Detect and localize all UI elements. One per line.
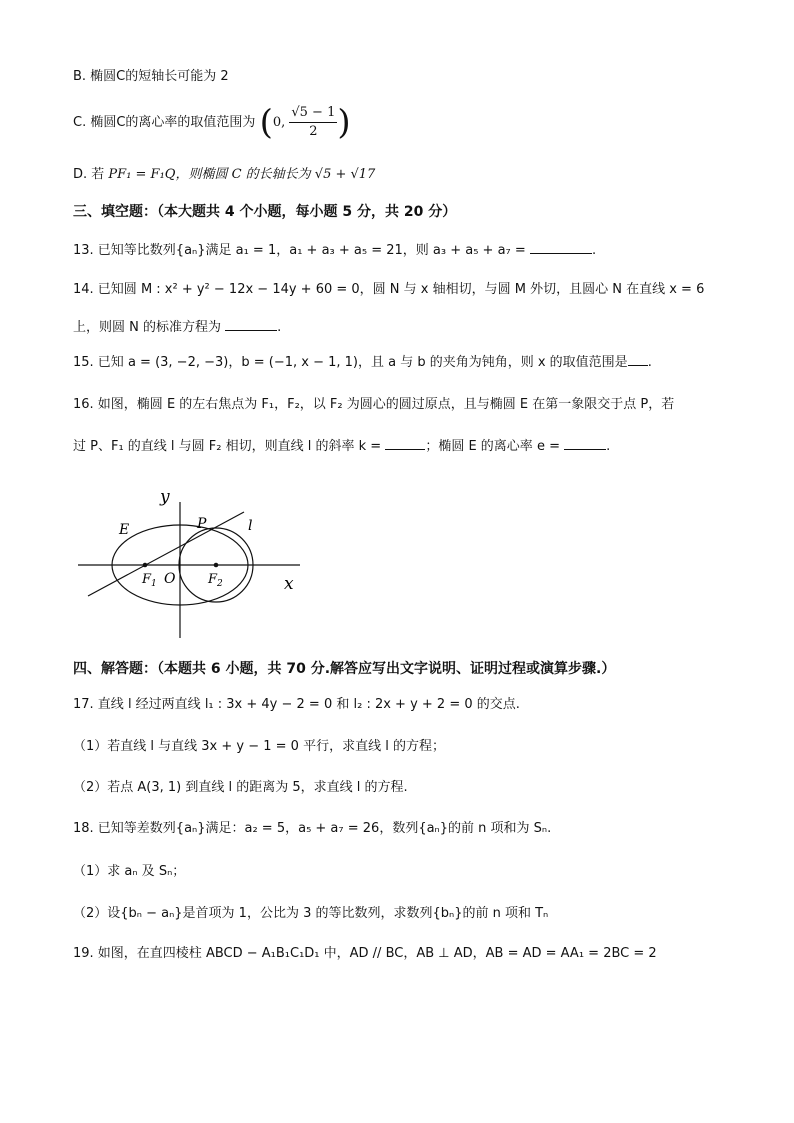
fraction-numerator: √5 − 1 (289, 104, 337, 123)
left-paren: ( (259, 102, 273, 143)
question-16-line-1: 16. 如图，椭圆 E 的左右焦点为 F₁，F₂，以 F₂ 为圆心的圆过原点，且与椭圆 E 在第一象限交于点 P，若 (73, 397, 675, 412)
fraction-denominator: 2 (309, 124, 318, 139)
label-f1: F (142, 572, 152, 587)
question-13: 13. 已知等比数列{aₙ}满足 a₁ = 1，a₁ + a₃ + a₅ = 21，则 a₃ + a₅ + a₇ = . (73, 243, 597, 258)
option-d (73, 166, 375, 184)
question-19-stem: 19. 如图，在直四棱柱 ABCD − A₁B₁C₁D₁ 中，AD // BC，AB ⊥ AD，AB = AD = AA₁ = 2BC = 2 (73, 946, 657, 961)
option-c (73, 104, 351, 144)
answer-blank (628, 353, 648, 366)
question-14-line-1: 14. 已知圆 M : x² + y² − 12x − 14y + 60 = 0，圆 N 与 x 轴相切，与圆 M 外切，且圆心 N 在直线 x = 6 (73, 282, 705, 297)
question-16-text-b: ；椭圆 E 的离心率 e = (425, 439, 560, 454)
option-c-text: C. 椭圆C的离心率的取值范围为 (73, 115, 256, 130)
label-f2: F (208, 572, 218, 587)
option-b: B. 椭圆C的短轴长可能为 2 (73, 69, 229, 84)
question-18-part-1: （1）求 aₙ 及 Sₙ； (73, 864, 186, 879)
label-o: O (164, 571, 176, 587)
focus-f1-dot (143, 563, 148, 568)
ellipse-circle-figure (72, 478, 312, 643)
label-f1-sub: 1 (151, 579, 157, 589)
question-15: 15. 已知 a = (3, −2, −3)，b = (−1, x − 1, 1)，且 a 与 b 的夹角为钝角，则 x 的取值范围是 . (73, 355, 652, 370)
question-13-text: 13. 已知等比数列{aₙ}满足 a₁ = 1，a₁ + a₃ + a₅ = 21，则 a₃ + a₅ + a₇ = (73, 243, 526, 258)
label-e: E (119, 522, 130, 538)
question-16-text-a: 过 P、F₁ 的直线 l 与圆 F₂ 相切，则直线 l 的斜率 k = (73, 439, 382, 454)
focus-f2-dot (214, 563, 219, 568)
question-14-text: 上，则圆 N 的标准方程为 (73, 320, 221, 335)
eccentricity-fraction (289, 104, 337, 141)
label-f2-sub: 2 (217, 579, 223, 589)
question-18-stem: 18. 已知等差数列{aₙ}满足：a₂ = 5，a₅ + a₇ = 26，数列{aₙ}的前 n 项和为 Sₙ. (73, 821, 552, 836)
option-d-prefix: D. 若 (73, 167, 105, 182)
answer-blank-eccentricity (564, 437, 606, 450)
question-17-stem: 17. 直线 l 经过两直线 l₁ : 3x + 4y − 2 = 0 和 l₂ : 2x + y + 2 = 0 的交点. (73, 697, 520, 712)
question-15-text: 15. 已知 a = (3, −2, −3)，b = (−1, x − 1, 1)，且 a 与 b 的夹角为钝角，则 x 的取值范围是 (73, 355, 628, 370)
answer-blank (530, 241, 592, 254)
label-y: y (160, 487, 170, 507)
label-l: l (248, 518, 253, 534)
question-17-part-2: （2）若点 A(3, 1) 到直线 l 的距离为 5，求直线 l 的方程. (73, 780, 408, 795)
question-18-part-2: （2）设{bₙ − aₙ}是首项为 1，公比为 3 的等比数列，求数列{bₙ}的前 n 项和 Tₙ (73, 906, 549, 921)
answer-blank-slope (385, 437, 425, 450)
question-16-line-2: 过 P、F₁ 的直线 l 与圆 F₂ 相切，则直线 l 的斜率 k = ；椭圆 E 的离心率 e = . (73, 439, 611, 454)
right-paren: ) (337, 102, 351, 143)
question-17-part-1: （1）若直线 l 与直线 3x + y − 1 = 0 平行，求直线 l 的方程； (73, 739, 445, 754)
label-p: P (197, 516, 207, 532)
section-3-heading: 三、填空题：（本大题共 4 个小题，每小题 5 分，共 20 分） (73, 204, 457, 220)
option-d-equation: PF₁ = F₁Q，则椭圆 C 的长轴长为 √5 + √17 (108, 167, 376, 182)
question-14-line-2: 上，则圆 N 的标准方程为 . (73, 320, 282, 335)
section-4-heading: 四、解答题：（本题共 6 小题，共 70 分.解答应写出文字说明、证明过程或演算步骤.） (73, 661, 616, 677)
label-x: x (284, 574, 294, 594)
answer-blank (225, 318, 277, 331)
zero: 0, (272, 115, 286, 130)
